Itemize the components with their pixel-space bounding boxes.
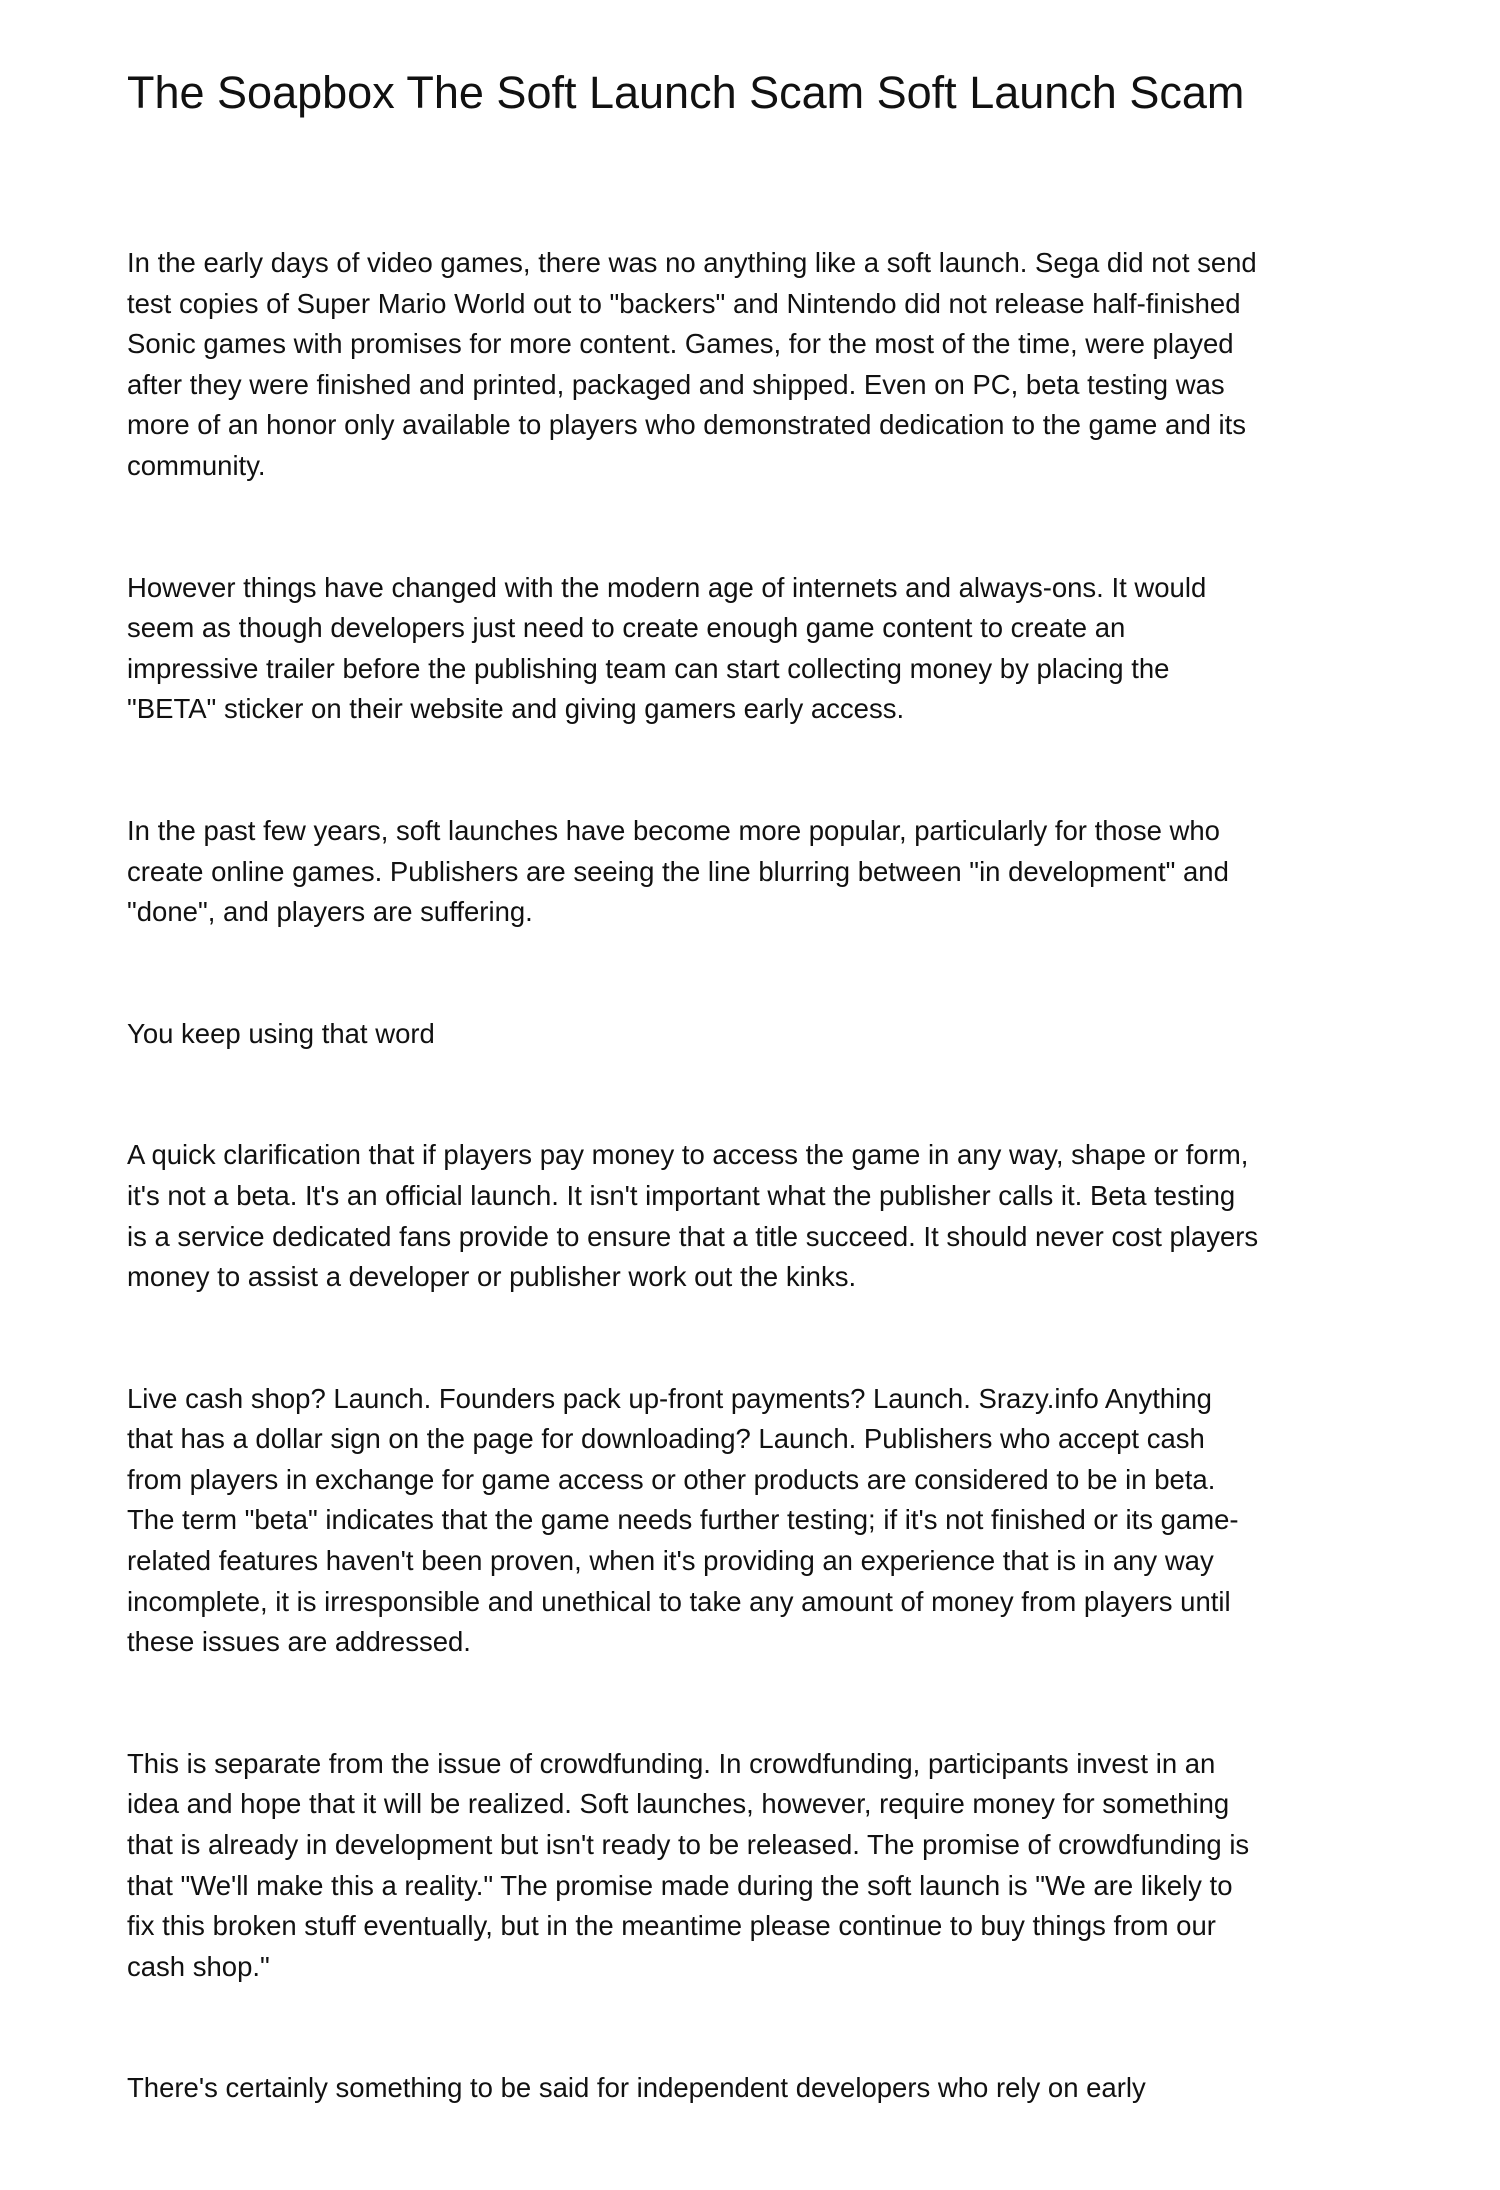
text-line: A quick clarification that if players pay money to access the game in any way, shape or form, (127, 1139, 1249, 1171)
text-line: This is separate from the issue of crowdfunding. In crowdfunding, participants invest in an (127, 1747, 1216, 1779)
text-line: it's not a beta. It's an official launch. It isn't important what the publisher calls it. Beta testing (127, 1179, 1236, 1211)
text-line: In the early days of video games, there was no anything like a soft launch. Sega did not send (127, 247, 1257, 278)
paragraph (127, 811, 1427, 933)
page-title: The Soapbox The Soft Launch Scam Soft Launch Scam (127, 67, 1245, 118)
text-line: these issues are addressed. (127, 1626, 471, 1658)
text-line: money to assist a developer or publisher work out the kinks. (127, 1261, 857, 1293)
text-line: "done", and players are suffering. (127, 896, 533, 928)
text-line: related features haven't been proven, when it's providing an experience that is in any way (127, 1545, 1214, 1577)
text-line: incomplete, it is irresponsible and unethical to take any amount of money from players until (127, 1585, 1231, 1617)
paragraph (127, 1135, 1427, 1297)
paragraph (127, 1379, 1427, 1663)
text-line: test copies of Super Mario World out to "backers" and Nintendo did not release half-finished (127, 287, 1241, 319)
text-line: that has a dollar sign on the page for downloading? Launch. Publishers who accept cash (127, 1423, 1205, 1455)
text-line: cash shop." (127, 1950, 270, 1982)
text-line: Live cash shop? Launch. Founders pack up-front payments? Launch. Srazy.info Anything (127, 1382, 1212, 1414)
text-line: seem as though developers just need to create enough game content to create an (127, 612, 1126, 644)
paragraph (127, 568, 1427, 730)
text-line: is a service dedicated fans provide to ensure that a title succeed. It should never cost players (127, 1220, 1259, 1252)
article-body (127, 243, 1427, 2109)
text-line: The term "beta" indicates that the game needs further testing; if it's not finished or its game- (127, 1504, 1239, 1536)
text-line: However things have changed with the modern age of internets and always-ons. It would (127, 571, 1207, 603)
text-line: You keep using that word (127, 1017, 435, 1049)
text-line: that is already in development but isn't ready to be released. The promise of crowdfunding is (127, 1829, 1250, 1861)
text-line: impressive trailer before the publishing team can start collecting money by placing the (127, 652, 1170, 684)
text-line: fix this broken stuff eventually, but in the meantime please continue to buy things from our (127, 1910, 1216, 1942)
paragraph (127, 243, 1427, 487)
paragraph (127, 1744, 1427, 1988)
paragraph (127, 1014, 1427, 1055)
document-page (127, 62, 1427, 2190)
text-line: create online games. Publishers are seeing the line blurring between "in development" and (127, 855, 1229, 887)
text-line: from players in exchange for game access or other products are considered to be in beta. (127, 1463, 1216, 1495)
text-line: There's certainly something to be said for independent developers who rely on early (127, 2072, 1146, 2104)
paragraph (127, 2068, 1427, 2109)
text-line: community. (127, 449, 266, 481)
text-line: "BETA" sticker on their website and giving gamers early access. (127, 693, 905, 725)
text-line: idea and hope that it will be realized. Soft launches, however, require money for something (127, 1788, 1230, 1820)
text-line: after they were finished and printed, packaged and shipped. Even on PC, beta testing was (127, 368, 1225, 400)
text-line: In the past few years, soft launches have become more popular, particularly for those who (127, 814, 1220, 846)
text-line: more of an honor only available to players who demonstrated dedication to the game and its (127, 409, 1247, 441)
text-line: that "We'll make this a reality." The promise made during the soft launch is "We are likely to (127, 1869, 1233, 1901)
text-line: Sonic games with promises for more content. Games, for the most of the time, were played (127, 328, 1234, 360)
